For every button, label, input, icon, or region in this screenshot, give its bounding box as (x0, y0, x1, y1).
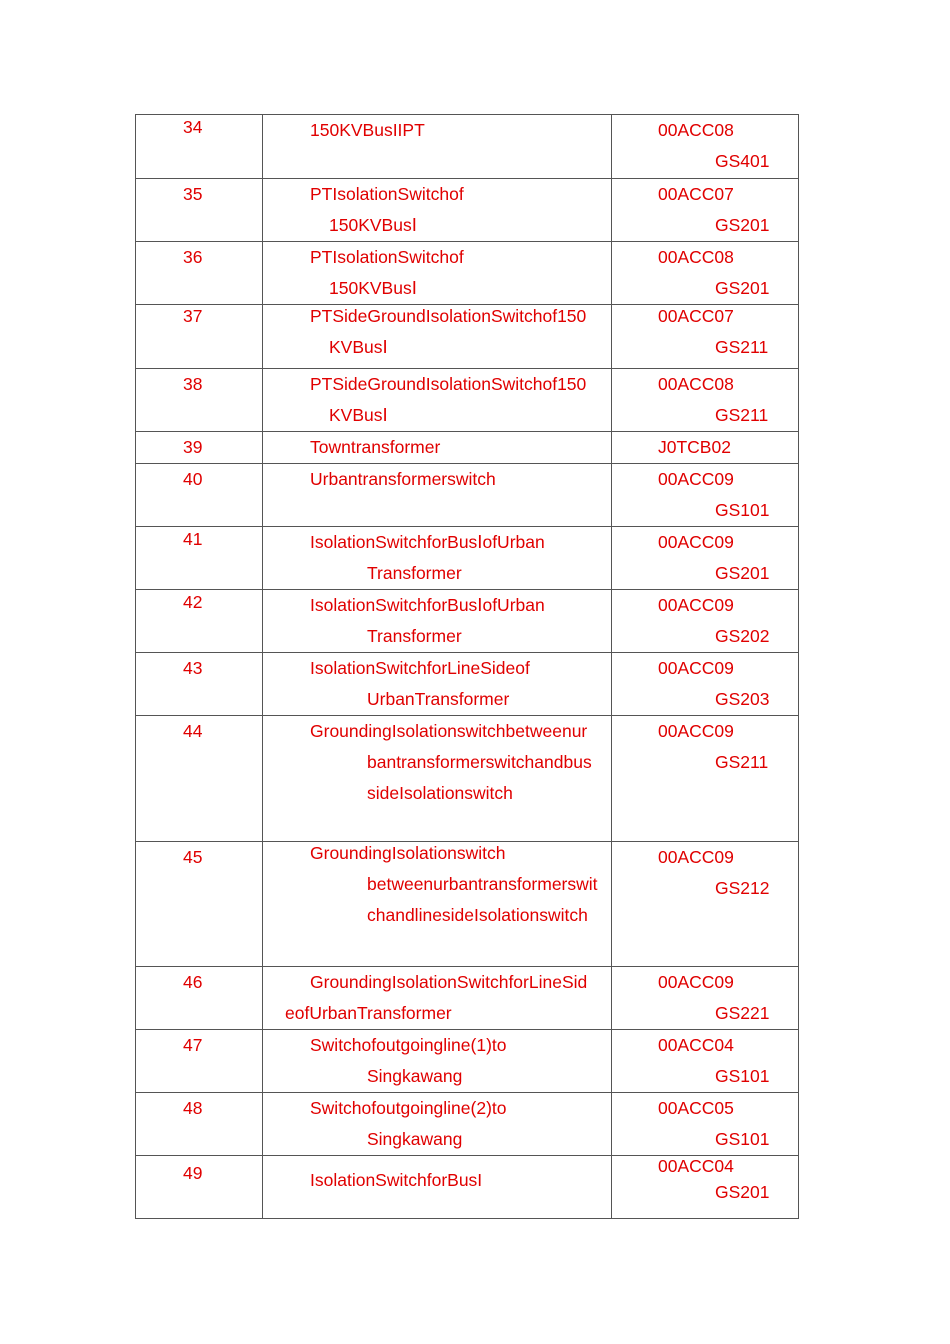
row-number-cell (136, 716, 263, 842)
code-line: GS203 (715, 689, 770, 709)
table-row (136, 1093, 799, 1156)
description-line: bantransformerswitchandbus (367, 752, 592, 772)
description-cell (263, 242, 612, 305)
code-line: GS201 (715, 1182, 770, 1202)
code-line: GS211 (715, 405, 769, 425)
row-number: 47 (183, 1035, 203, 1055)
description-line: PTIsolationSwitchof (310, 184, 464, 204)
code-line: GS212 (715, 878, 770, 898)
description-line: Urbantransformerswitch (310, 469, 496, 489)
description-line: Switchofoutgoingline(2)to (310, 1098, 507, 1118)
code-line: 00ACC09 (658, 658, 734, 678)
equipment-table (135, 114, 799, 1219)
code-cell (612, 527, 799, 590)
table-row (136, 115, 799, 179)
description-line: Towntransformer (310, 437, 441, 457)
table-row (136, 590, 799, 653)
table-row (136, 967, 799, 1030)
code-line: 00ACC04 (658, 1035, 734, 1055)
description-cell (263, 842, 612, 967)
table-row (136, 527, 799, 590)
row-number: 44 (183, 721, 203, 741)
code-line: 00ACC09 (658, 595, 734, 615)
description-line: GroundingIsolationswitchbetweenur (310, 721, 588, 741)
row-number: 43 (183, 658, 203, 678)
code-line: GS211 (715, 337, 769, 357)
row-number-cell (136, 369, 263, 432)
description-cell (263, 115, 612, 179)
row-number-cell (136, 242, 263, 305)
table-row (136, 179, 799, 242)
description-line: IsolationSwitchforBusI (310, 1170, 483, 1190)
description-cell (263, 464, 612, 527)
code-line: J0TCB02 (658, 437, 731, 457)
row-number: 35 (183, 184, 203, 204)
description-line: KVBusⅠ (329, 405, 388, 425)
table-row (136, 1030, 799, 1093)
description-line: IsolationSwitchforBusⅠofUrban (310, 595, 545, 615)
row-number: 41 (183, 529, 203, 549)
description-cell (263, 716, 612, 842)
description-line: PTSideGroundIsolationSwitchof150 (310, 374, 587, 394)
description-line: Switchofoutgoingline(1)to (310, 1035, 507, 1055)
row-number: 46 (183, 972, 203, 992)
table-row (136, 369, 799, 432)
row-number-cell (136, 653, 263, 716)
description-cell (263, 653, 612, 716)
description-line: Singkawang (367, 1066, 463, 1086)
code-line: GS101 (715, 1066, 770, 1086)
description-cell (263, 1156, 612, 1219)
code-line: 00ACC09 (658, 721, 734, 741)
row-number-cell (136, 967, 263, 1030)
description-line: sideIsolationswitch (367, 783, 513, 803)
table-row (136, 242, 799, 305)
description-line: 150KVBusⅠ (329, 278, 417, 298)
code-line: 00ACC09 (658, 532, 734, 552)
description-line: betweenurbantransformerswit (367, 874, 598, 894)
code-cell (612, 432, 799, 464)
table-row (136, 716, 799, 842)
row-number: 37 (183, 306, 203, 326)
description-line: Transformer (367, 563, 462, 583)
row-number-cell (136, 842, 263, 967)
code-cell (612, 369, 799, 432)
description-line: eofUrbanTransformer (285, 1003, 452, 1023)
row-number: 36 (183, 247, 203, 267)
description-line: IsolationSwitchforBusⅠofUrban (310, 532, 545, 552)
description-line: PTSideGroundIsolationSwitchof150 (310, 306, 587, 326)
description-line: 150KVBusIIPT (310, 120, 425, 140)
description-line: GroundingIsolationSwitchforLineSid (310, 972, 588, 992)
code-cell (612, 842, 799, 967)
code-cell (612, 115, 799, 179)
description-cell (263, 369, 612, 432)
description-line: Transformer (367, 626, 462, 646)
code-cell (612, 305, 799, 369)
table-row (136, 464, 799, 527)
table-row (136, 842, 799, 967)
description-line: chandlinesideIsolationswitch (367, 905, 588, 925)
description-cell (263, 432, 612, 464)
row-number-cell (136, 432, 263, 464)
description-cell (263, 1093, 612, 1156)
description-cell (263, 527, 612, 590)
description-line: 150KVBusⅠ (329, 215, 417, 235)
table-row (136, 1156, 799, 1219)
code-line: 00ACC04 (658, 1156, 734, 1176)
row-number-cell (136, 305, 263, 369)
row-number-cell (136, 1030, 263, 1093)
row-number: 42 (183, 592, 203, 612)
table-row (136, 305, 799, 369)
table-row (136, 432, 799, 464)
table-row (136, 653, 799, 716)
row-number-cell (136, 590, 263, 653)
code-cell (612, 653, 799, 716)
code-line: 00ACC09 (658, 469, 734, 489)
code-line: 00ACC07 (658, 306, 734, 326)
code-line: GS101 (715, 1129, 770, 1149)
description-cell (263, 590, 612, 653)
description-cell (263, 1030, 612, 1093)
row-number-cell (136, 115, 263, 179)
code-cell (612, 716, 799, 842)
description-line: IsolationSwitchforLineSideof (310, 658, 530, 678)
code-cell (612, 1093, 799, 1156)
row-number: 34 (183, 117, 203, 137)
description-line: GroundingIsolationswitch (310, 843, 506, 863)
code-line: GS211 (715, 752, 769, 772)
description-cell (263, 967, 612, 1030)
code-cell (612, 242, 799, 305)
row-number: 40 (183, 469, 203, 489)
row-number-cell (136, 1093, 263, 1156)
code-line: 00ACC05 (658, 1098, 734, 1118)
code-cell (612, 179, 799, 242)
code-cell (612, 1156, 799, 1219)
description-line: KVBusⅠ (329, 337, 388, 357)
row-number: 45 (183, 847, 203, 867)
code-line: 00ACC08 (658, 120, 734, 140)
row-number-cell (136, 1156, 263, 1219)
code-line: GS221 (715, 1003, 770, 1023)
description-cell (263, 305, 612, 369)
row-number-cell (136, 527, 263, 590)
code-cell (612, 464, 799, 527)
code-line: 00ACC09 (658, 847, 734, 867)
row-number: 39 (183, 437, 203, 457)
code-line: GS401 (715, 151, 770, 171)
description-line: Singkawang (367, 1129, 463, 1149)
code-cell (612, 1030, 799, 1093)
code-line: 00ACC08 (658, 374, 734, 394)
code-line: GS201 (715, 278, 770, 298)
code-cell (612, 590, 799, 653)
code-line: GS201 (715, 563, 770, 583)
code-line: 00ACC07 (658, 184, 734, 204)
row-number-cell (136, 464, 263, 527)
row-number: 49 (183, 1163, 203, 1183)
row-number: 38 (183, 374, 203, 394)
row-number-cell (136, 179, 263, 242)
code-cell (612, 967, 799, 1030)
description-line: UrbanTransformer (367, 689, 510, 709)
code-line: GS202 (715, 626, 770, 646)
code-line: GS201 (715, 215, 770, 235)
description-line: PTIsolationSwitchof (310, 247, 464, 267)
code-line: 00ACC08 (658, 247, 734, 267)
code-line: 00ACC09 (658, 972, 734, 992)
description-cell (263, 179, 612, 242)
row-number: 48 (183, 1098, 203, 1118)
code-line: GS101 (715, 500, 770, 520)
